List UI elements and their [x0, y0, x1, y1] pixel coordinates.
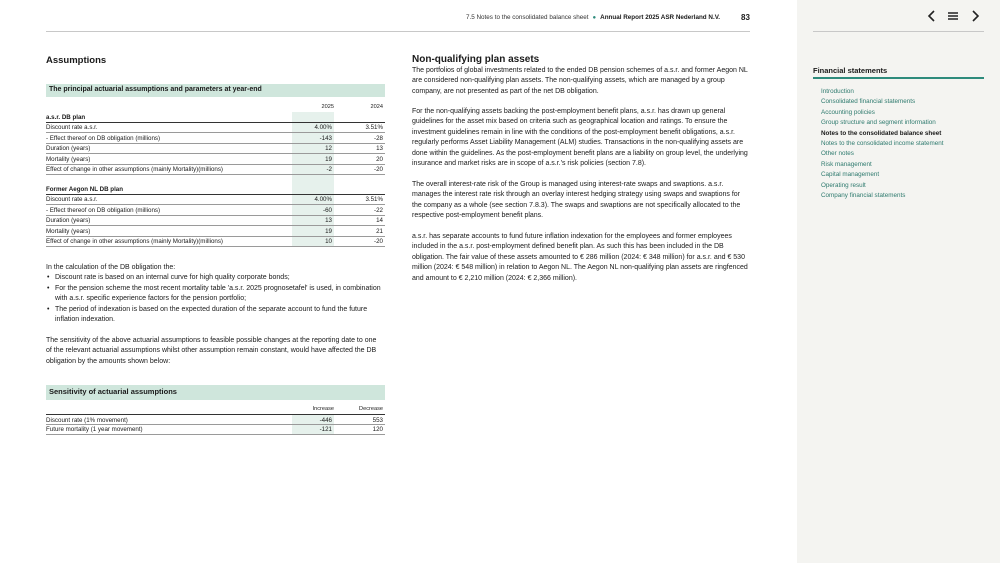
table-row [46, 154, 385, 165]
table-section-row [46, 184, 385, 195]
paragraph-1: The portfolios of global investments related to the ended DB pension schemes of a.s.r. and former Aegon NL are considered non-qualifying plan assets. The non-qualifying assets, which are managed by a group company, are not presented as part of the net DB obligation. [412, 67, 748, 95]
previous-page-button[interactable] [925, 9, 939, 23]
hamburger-menu-icon [946, 9, 960, 23]
row-label: Duration (years) [46, 145, 91, 152]
value-cell [292, 112, 334, 122]
chevron-left-icon [925, 9, 939, 23]
table-row [46, 133, 385, 144]
table1-column-header [46, 103, 385, 112]
non-qualifying-heading: Non-qualifying plan assets [412, 54, 540, 65]
value-decrease: 553 [372, 416, 383, 424]
table-row [46, 144, 385, 155]
value-2024: 3.51% [365, 124, 383, 131]
sidebar-title-underline [813, 77, 984, 79]
value-2025: -143 [292, 133, 334, 143]
row-label: Discount rate a.s.r. [46, 196, 98, 203]
sensitivity-table [46, 405, 385, 435]
sidebar-item-capital-management[interactable]: Capital management [821, 171, 880, 179]
section-name: a.s.r. DB plan [46, 113, 86, 121]
menu-button[interactable] [946, 9, 960, 23]
value-2024: 21 [376, 227, 383, 235]
section-name: Former Aegon NL DB plan [46, 185, 124, 193]
sidebar-item-consolidated-financial-statements[interactable]: Consolidated financial statements [821, 98, 916, 106]
value-cell [292, 184, 334, 194]
sidebar-item-company-financial-statements[interactable]: Company financial statements [821, 192, 906, 200]
sidebar-item-balance-sheet-notes[interactable]: Notes to the consolidated balance sheet [821, 129, 942, 137]
sidebar-item-risk-management[interactable]: Risk management [821, 160, 872, 168]
page-number: 83 [741, 13, 750, 22]
table2-title: Sensitivity of actuarial assumptions [46, 385, 385, 400]
row-label: Effect of change in other assumptions (mainly Mortality)(millions) [46, 238, 223, 245]
value-2024: -22 [374, 206, 383, 214]
sidebar-item-group-structure[interactable]: Group structure and segment information [821, 119, 936, 127]
row-label: Effect of change in other assumptions (mainly Mortality)(millions) [46, 166, 223, 173]
value-2025: -2 [292, 165, 334, 175]
value-2025: 12 [292, 144, 334, 154]
value-cell [292, 175, 334, 184]
bullet-item: • The period of indexation is based on the expected duration of the separate account to fund the future inflation indexation. [46, 305, 388, 326]
table-row [46, 226, 385, 237]
column-increase: Increase [312, 406, 334, 412]
row-label: Duration (years) [46, 217, 91, 224]
column-decrease: Decrease [359, 406, 383, 412]
value-2025: 10 [292, 237, 334, 247]
calculation-intro: In the calculation of the DB obligation the: [46, 264, 176, 271]
separator-dot-icon: ● [592, 14, 597, 21]
row-label: Discount rate (1% movement) [46, 416, 128, 424]
paragraph-3: The overall interest-rate risk of the Group is managed using interest-rate swaps and swaptions. a.s.r. manages the interest rate risk through an overlay interest hedging strategy using swaps and swaptions for the company as a whole (see section 7.8.3). The swaps and swaptions are not specifically allocated to the respective post-employment benefit plans. [412, 181, 741, 220]
value-2025: -60 [292, 205, 334, 215]
table-row [46, 216, 385, 227]
assumptions-heading: Assumptions [46, 55, 107, 66]
value-increase: -446 [292, 415, 334, 424]
paragraph-4: a.s.r. has separate accounts to fund future inflation indexation for the employees and former employees included in the a.s.r. post-employment defined benefit plan. As such this has been included in the DB obligation. The fair value of these assets amounted to € 286 million (2024: € 348 million) for a.s.r. and € 530 million (2024: € 548 million) in relation to Aegon NL. The Aegon NL non-qualifying plan assets are ringfenced and amount to € 2,210 million (2024: € 2,366 million). [412, 233, 748, 282]
value-2024: 14 [376, 217, 383, 224]
table-row [46, 123, 385, 134]
paragraph-2: For the non-qualifying assets backing the post-employment benefit plans, a.s.r. has drawn up general guidelines for the asset mix based on criteria such as geographical location and ratings. To ensure the investment guidelines remain in line with the conditions of the post-employment benefit obligations, a.s.r. regularly performs Asset Liability Management (ALM) studies. Transactions in the non-qualifying assets are done within the guidelines. As the post-employment benefit plans are a liability on group level, the underlying insurance and market risks are in scope of a.s.r.'s risk policies (section 7.8). [412, 108, 748, 168]
table-row [46, 414, 385, 425]
table-row [46, 205, 385, 216]
sidebar-nav-list [821, 87, 944, 201]
sidebar-item-operating-result[interactable]: Operating result [821, 181, 866, 189]
value-2025: 13 [292, 216, 334, 226]
value-2024: -28 [374, 134, 383, 142]
sidebar-item-income-statement-notes[interactable]: Notes to the consolidated income statement [821, 140, 944, 148]
value-increase: -121 [292, 425, 334, 435]
value-2024: 3.51% [365, 196, 383, 203]
sidebar-item-accounting-policies[interactable]: Accounting policies [821, 108, 875, 116]
row-label: Mortality (years) [46, 155, 91, 163]
value-2025: 19 [292, 154, 334, 164]
next-page-button[interactable] [968, 9, 982, 23]
value-2025: 4.00% [292, 123, 334, 133]
page-header [466, 14, 720, 21]
table-section-row [46, 112, 385, 123]
table-spacer [46, 175, 385, 184]
value-2025: 19 [292, 226, 334, 236]
table2-column-header [46, 405, 385, 414]
row-label: Discount rate a.s.r. [46, 124, 98, 131]
value-2025: 4.00% [292, 195, 334, 205]
table-row [46, 195, 385, 206]
value-decrease: 120 [372, 426, 383, 433]
bullet-item: • Discount rate is based on an internal curve for high quality corporate bonds; [46, 273, 388, 283]
value-2024: -20 [374, 238, 383, 245]
calculation-text [46, 263, 388, 325]
row-label: - Effect thereof on DB obligation (millions) [46, 134, 161, 142]
column-2024: 2024 [370, 104, 383, 110]
table1-title: The principal actuarial assumptions and parameters at year-end [46, 84, 385, 97]
bullet-item: • For the pension scheme the most recent mortality table 'a.s.r. 2025 prognosetafel' is used, in combination with a.s.r. specific experience factors for the pension portfolio; [46, 284, 388, 305]
report-title: Annual Report 2025 ASR Nederland N.V. [600, 14, 721, 21]
row-label: - Effect thereof on DB obligation (millions) [46, 206, 161, 214]
column-2025: 2025 [321, 104, 334, 110]
table-row [46, 237, 385, 248]
value-2024: -20 [374, 166, 383, 173]
table-row [46, 425, 385, 436]
sensitivity-paragraph: The sensitivity of the above actuarial assumptions to feasible possible changes at the reporting date to one of the relevant actuarial assumptions whilst other assumption remain constant, would have affected the DB obligation by the amounts shown below: [46, 337, 377, 365]
sidebar-title[interactable]: Financial statements [813, 66, 888, 75]
row-label: Future mortality (1 year movement) [46, 426, 143, 433]
header-divider [46, 31, 750, 32]
sidebar-item-other-notes[interactable]: Other notes [821, 150, 854, 158]
sidebar-item-introduction[interactable]: Introduction [821, 88, 854, 95]
chevron-right-icon [968, 9, 982, 23]
row-label: Mortality (years) [46, 227, 91, 235]
breadcrumb-section[interactable]: 7.5 Notes to the consolidated balance sheet [466, 14, 589, 21]
value-2024: 13 [376, 145, 383, 152]
sidebar [797, 0, 1000, 563]
value-2024: 20 [376, 155, 383, 163]
actuarial-assumptions-table [46, 103, 385, 247]
table-row [46, 165, 385, 176]
sidebar-divider [813, 31, 984, 32]
